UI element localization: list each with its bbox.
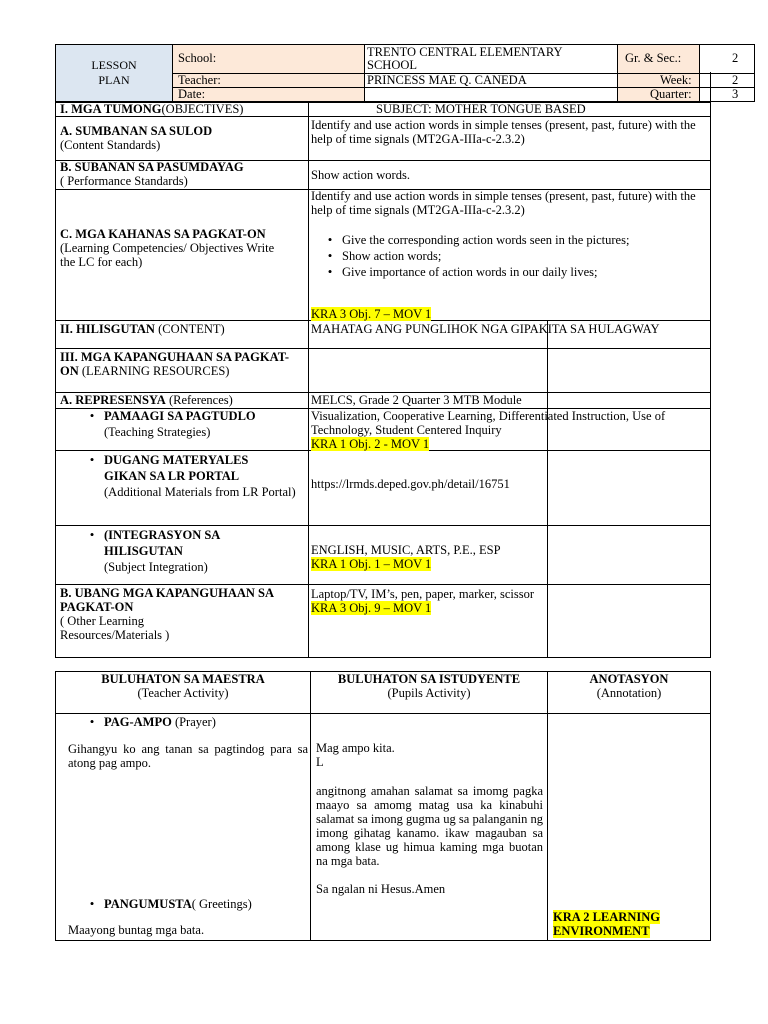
content-heading: II. HILISGUTAN (CONTENT) (60, 322, 225, 336)
greetings-teacher-text: Maayong buntag mga bata. (68, 923, 205, 937)
school-value: TRENTO CENTRAL ELEMENTARY SCHOOL (367, 45, 563, 72)
integration-text: ENGLISH, MUSIC, ARTS, P.E., ESP (311, 543, 501, 557)
materials-link[interactable]: https://lrmds.deped.gov.ph/detail/16751 (311, 477, 510, 491)
lesson-plan-header (55, 44, 739, 102)
references-heading: A. REPRESENSYA (References) (60, 393, 233, 407)
competencies-text: Identify and use action words in simple tenses (present, past, future) with the help of time signals (MT2GA-IIIa-c-2.3.2) (311, 189, 696, 217)
prayer-teacher-text: Gihangyu ko ang tanan sa pagtindog para sa atong pag ampo. (68, 742, 308, 770)
materials-subtitle: (Additional Materials from LR Portal) (104, 485, 296, 499)
greetings-heading: • PANGUMUSTA( Greetings) (80, 896, 252, 912)
strategies-cell (80, 408, 305, 440)
integration-title: (INTEGRASYON SA HILISGUTAN (104, 528, 220, 558)
other-resources-subtitle: ( Other Learning Resources/Materials ) (60, 614, 170, 642)
quarter-label: Quarter: (650, 87, 692, 101)
prayer-pupil-line1: Mag ampo kita. (316, 741, 395, 755)
other-resources-kra: KRA 3 Obj. 9 – MOV 1 (311, 601, 432, 615)
strategies-subtitle: (Teaching Strategies) (104, 425, 211, 439)
grade-label-cell (618, 44, 700, 74)
week-value: 2 (732, 73, 739, 87)
school-value-cell (365, 44, 618, 74)
strategies-text: Visualization, Cooperative Learning, Differentiated Instruction, Use of Technology, Student Centered Inquiry (311, 409, 666, 437)
bullet-item: • Show action words; (318, 248, 702, 264)
prayer-pupil-line2: L (316, 755, 324, 769)
competencies-kra: KRA 3 Obj. 7 – MOV 1 (311, 307, 432, 321)
subject-label: SUBJECT: MOTHER TONGUE BASED (376, 102, 586, 116)
performance-standards-title: B. SUBANAN SA PASUMDAYAG (60, 160, 244, 174)
materials-cell (80, 452, 305, 500)
prayer-amen: Sa ngalan ni Hesus.Amen (316, 882, 446, 896)
integration-subtitle: (Subject Integration) (104, 560, 208, 574)
bullet-icon: • (89, 452, 95, 467)
other-resources-text: Laptop/TV, IM’s, pen, paper, marker, scissor (311, 587, 535, 601)
teacher-value: PRINCESS MAE Q. CANEDA (367, 73, 527, 87)
bullet-icon: • (89, 714, 95, 729)
date-label: Date: (178, 87, 206, 101)
performance-standards-cell (60, 160, 300, 188)
prayer-heading: • PAG-AMPO (Prayer) (80, 714, 216, 730)
content-standards-subtitle: (Content Standards) (60, 138, 161, 152)
lesson-plan-label-cell (55, 44, 173, 102)
content-standards-title: A. SUMBANAN SA SULOD (60, 124, 213, 138)
strategies-kra: KRA 1 Obj. 2 - MOV 1 (311, 437, 430, 451)
date-label-cell (173, 88, 365, 102)
references-text: MELCS, Grade 2 Quarter 3 MTB Module (311, 393, 522, 407)
competencies-bullets (318, 232, 702, 280)
bullet-icon: • (89, 408, 95, 423)
week-label: Week: (660, 73, 692, 87)
bullet-icon: • (327, 232, 333, 247)
grade-value: 2 (732, 51, 739, 65)
pupil-activity-header: BULUHATON SA ISTUDYENTE (Pupils Activity) (337, 672, 521, 700)
materials-title: DUGANG MATERYALES GIKAN SA LR PORTAL (104, 453, 249, 483)
lesson-plan-label: LESSON PLAN (91, 58, 137, 87)
teacher-label: Teacher: (178, 73, 221, 87)
content-text: MAHATAG ANG PUNGLIHOK NGA GIPAKITA SA HULAGWAY (311, 322, 660, 336)
integration-kra: KRA 1 Obj. 1 – MOV 1 (311, 557, 432, 571)
other-resources-title: B. UBANG MGA KAPANGUHAAN SA PAGKAT-ON (60, 586, 274, 614)
performance-standards-subtitle: ( Performance Standards) (60, 174, 188, 188)
bullet-icon: • (327, 248, 333, 263)
teacher-activity-header: BULUHATON SA MAESTRA (Teacher Activity) (101, 672, 265, 700)
grade-value-cell (700, 44, 755, 74)
annotation-header: ANOTASYON (Annotation) (589, 672, 669, 700)
teacher-value-cell (365, 74, 618, 88)
grade-label: Gr. & Sec.: (625, 51, 682, 65)
teacher-label-cell (173, 74, 365, 88)
content-standards-text: Identify and use action words in simple tenses (present, past, future) with the help of time signals (MT2GA-IIIa-c-2.3.2) (311, 118, 696, 146)
resources-heading: III. MGA KAPANGUHAAN SA PAGKAT-ON (LEARNING RESOURCES) (60, 350, 290, 378)
other-resources-cell (60, 586, 300, 642)
bullet-item: • Give importance of action words in our daily lives; (318, 264, 702, 280)
bullet-item: • Give the corresponding action words seen in the pictures; (318, 232, 702, 248)
greetings-kra: KRA 2 LEARNING ENVIRONMENT (553, 910, 660, 938)
content-standards-cell (60, 124, 300, 152)
prayer-pupil-text: angitnong amahan salamat sa imomg pagka maayo sa amomg matag usa ka kinabuhi salamat sa imong gugma ug sa palanganin ng imong gihatag kanamo. ikaw magauban sa among klase ug himua kaming mga buotan na mga bata. (316, 784, 543, 868)
date-value-cell (365, 88, 618, 102)
school-label-cell (173, 44, 365, 74)
quarter-value: 3 (732, 87, 739, 101)
week-label-cell (618, 74, 700, 88)
strategies-title: PAMAAGI SA PAGTUDLO (104, 409, 256, 423)
objectives-heading: I. MGA TUMONG(OBJECTIVES) (60, 102, 244, 116)
quarter-label-cell (618, 88, 700, 102)
week-value-cell (700, 74, 755, 88)
performance-standards-text: Show action words. (311, 168, 410, 182)
bullet-icon: • (89, 527, 95, 542)
quarter-value-cell (700, 88, 755, 102)
bullet-icon: • (89, 896, 95, 911)
competencies-subtitle: (Learning Competencies/ Objectives Write the LC for each) (60, 241, 275, 269)
integration-cell (80, 527, 305, 575)
school-label: School: (178, 51, 217, 65)
bullet-icon: • (327, 264, 333, 279)
competencies-cell (60, 227, 300, 269)
competencies-title: C. MGA KAHANAS SA PAGKAT-ON (60, 227, 266, 241)
